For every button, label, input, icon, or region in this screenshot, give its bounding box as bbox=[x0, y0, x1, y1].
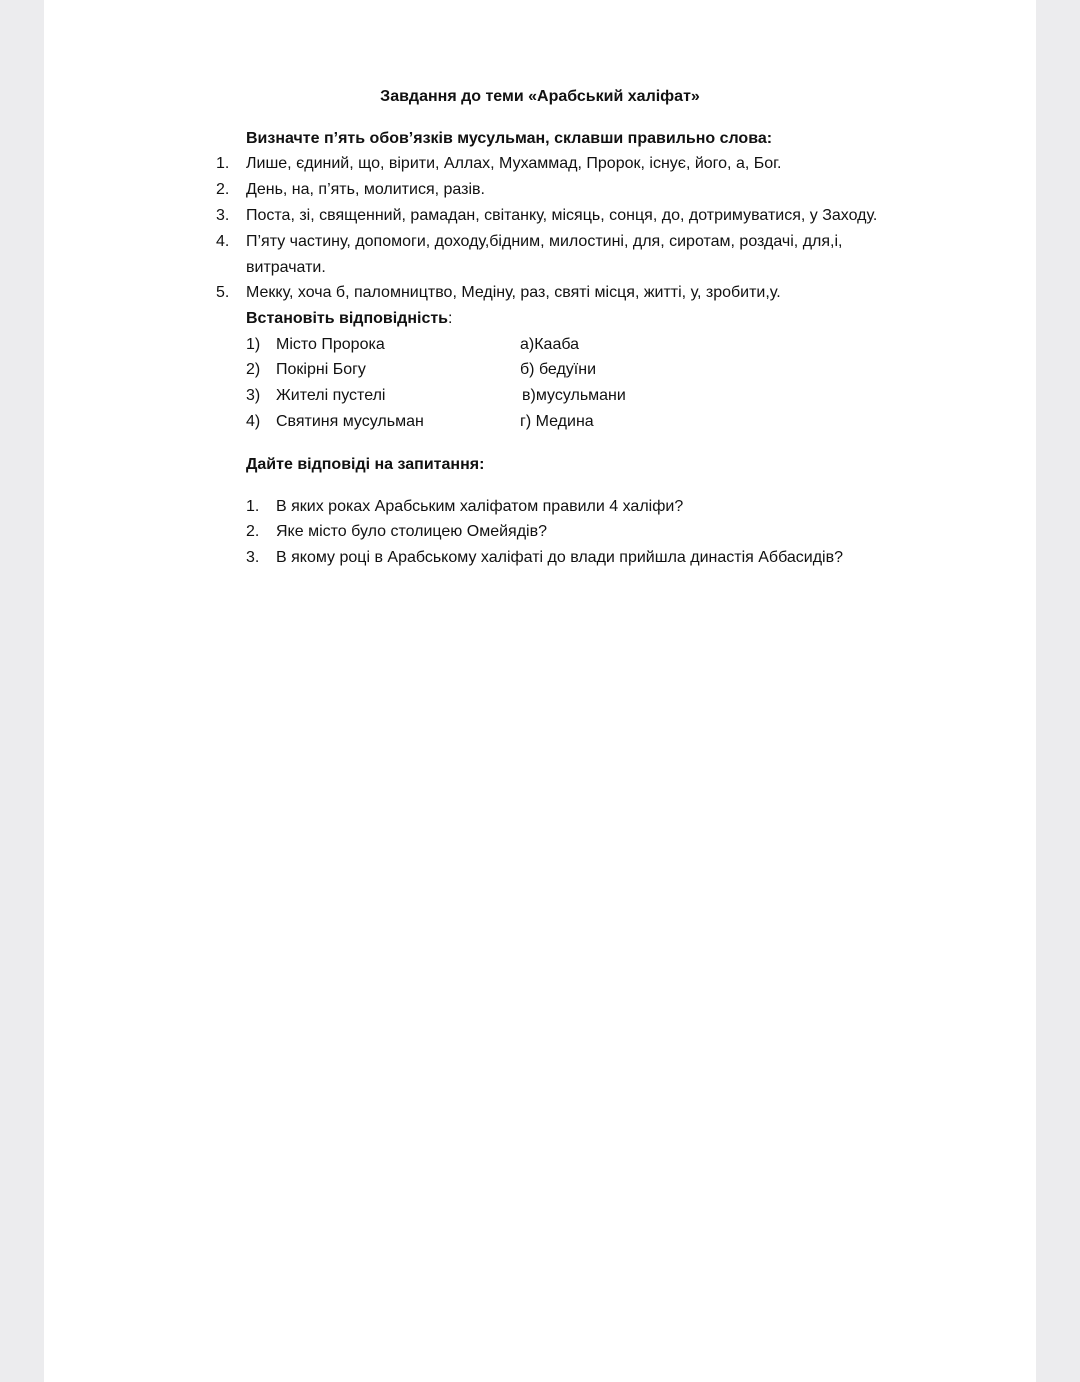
question-3-num: 3. bbox=[246, 549, 260, 566]
section2-heading bbox=[246, 309, 452, 329]
document-page bbox=[44, 0, 1036, 1382]
section1-item-2-num: 2. bbox=[216, 181, 230, 198]
match-left-2-num: 2) bbox=[246, 361, 261, 378]
match-right-3: в)мусульмани bbox=[522, 387, 626, 404]
question-1-text: В яких роках Арабським халіфатом правили 4 халіфи? bbox=[276, 498, 684, 515]
question-3-text: В якому році в Арабському халіфаті до влади прийшла династія Аббасидів? bbox=[276, 549, 844, 566]
section1-item-4-num: 4. bbox=[216, 233, 230, 250]
section1-item-3-num: 3. bbox=[216, 207, 230, 224]
section3-heading: Дайте відповіді на запитання: bbox=[246, 456, 485, 473]
section1-item-1-text: Лише, єдиний, що, вірити, Аллах, Мухаммад, Пророк, існує, його, а, Бог. bbox=[246, 155, 782, 172]
question-2-text: Яке місто було столицею Омейядів? bbox=[276, 523, 547, 540]
match-left-4-text: Святиня мусульман bbox=[276, 413, 424, 430]
section1-item-5-num: 5. bbox=[216, 284, 230, 301]
question-1-num: 1. bbox=[246, 498, 260, 515]
section1-item-1-num: 1. bbox=[216, 155, 230, 172]
section1-item-2-text: День, на, п’ять, молитися, разів. bbox=[246, 181, 485, 198]
section2-heading-text: Встановіть відповідність bbox=[246, 310, 449, 327]
match-left-3-num: 3) bbox=[246, 387, 261, 404]
question-2-num: 2. bbox=[246, 523, 260, 540]
section1-heading: Визначте п’ять обов’язків мусульман, склавши правильно слова: bbox=[246, 130, 773, 147]
section1-item-3-text: Поста, зі, священний, рамадан, світанку, місяць, сонця, до, дотримуватися, у Заходу. bbox=[246, 207, 878, 224]
section1-item-5-text: Мекку, хоча б, паломництво, Медіну, раз, святі місця, житті, у, зробити,у. bbox=[246, 284, 781, 301]
match-left-2-text: Покірні Богу bbox=[276, 361, 366, 378]
match-right-1: а)Кааба bbox=[520, 336, 580, 353]
match-right-2: б) бедуїни bbox=[520, 361, 597, 378]
match-left-1-text: Місто Пророка bbox=[276, 336, 385, 353]
section1-item-4-text: П’яту частину, допомоги, доходу,бідним, милостині, для, сиротам, роздачі, для,і, bbox=[246, 233, 843, 250]
document-title: Завдання до теми «Арабський халіфат» bbox=[380, 88, 700, 105]
section1-item-4-continuation: витрачати. bbox=[246, 259, 326, 276]
section2-heading-colon: : bbox=[448, 310, 453, 327]
match-right-4: г) Медина bbox=[520, 413, 594, 430]
match-left-3-text: Жителі пустелі bbox=[276, 387, 386, 404]
match-left-4-num: 4) bbox=[246, 413, 261, 430]
match-left-1-num: 1) bbox=[246, 336, 261, 353]
